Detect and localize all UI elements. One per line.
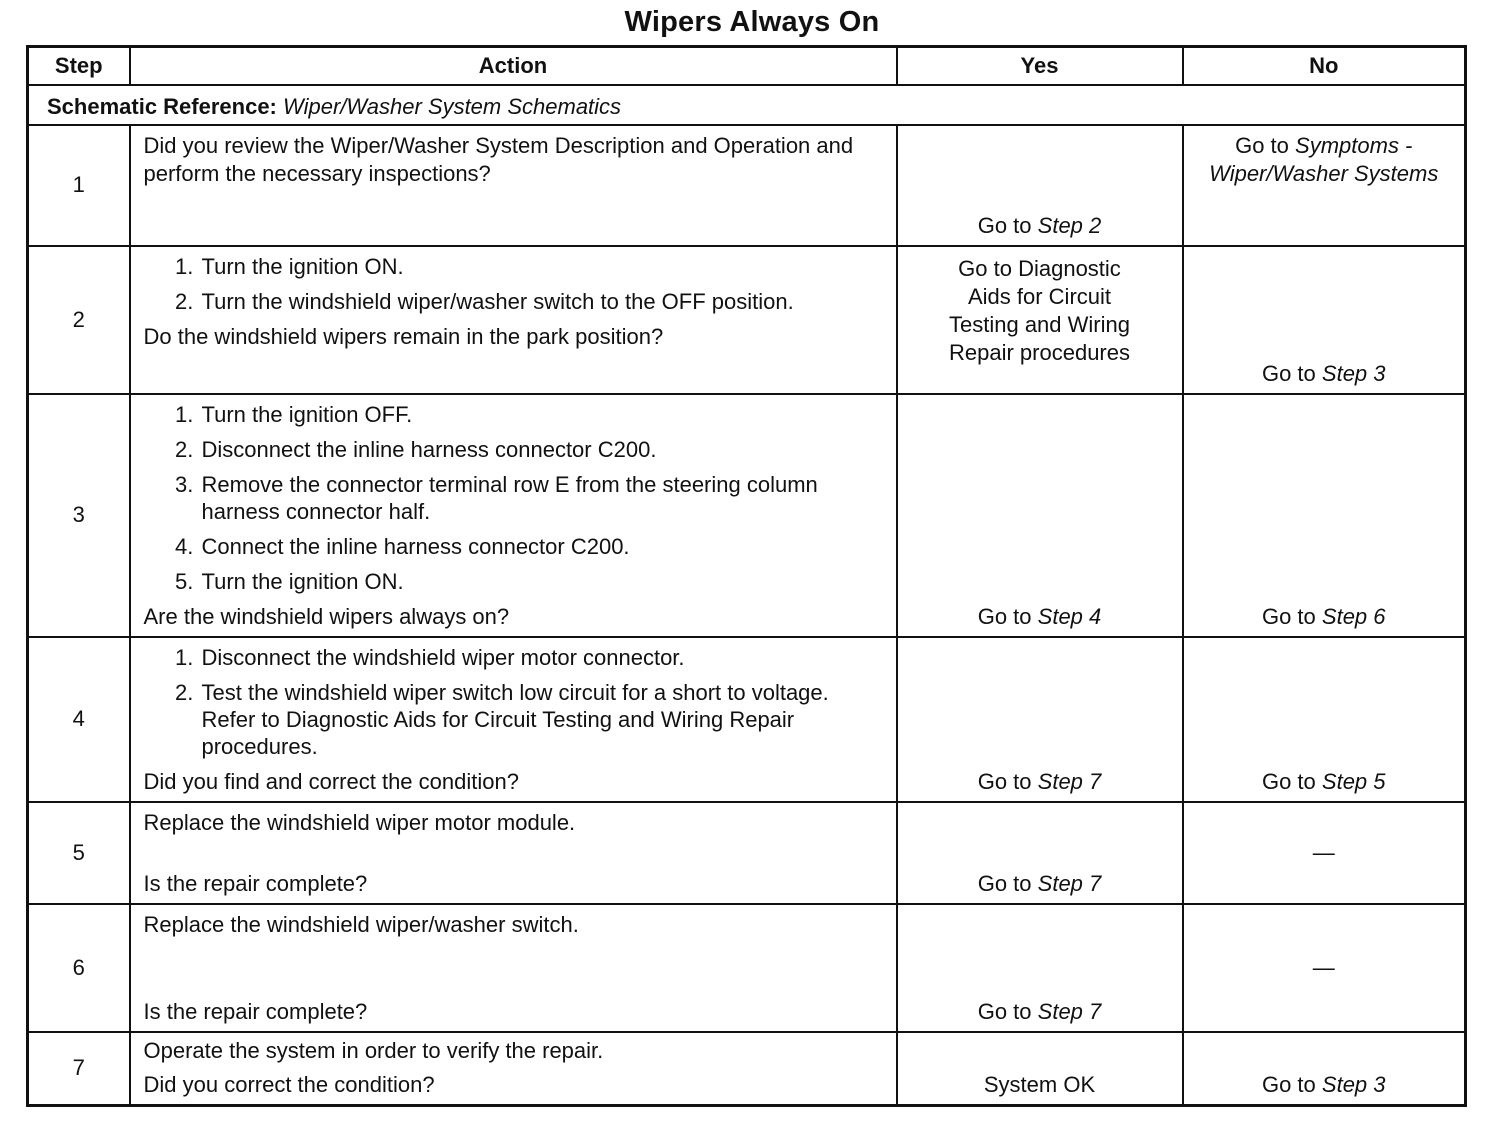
action-cell [130,637,897,802]
diagnostic-aids-link[interactable]: Go to Diagnostic Aids for Circuit Testing and Wiring Repair procedures [949,255,1130,365]
yes-cell [897,904,1183,1032]
action-text: Did you review the Wiper/Washer System Description and Operation and perform the necessary inspections? [143,132,854,186]
table-row [28,394,1466,637]
no-cell [1183,246,1466,394]
action-content [144,911,884,1025]
step-link[interactable]: Step 3 [1321,1071,1386,1097]
action-item: 1. Turn the ignition ON. [200,253,884,280]
page-title: Wipers Always On [624,6,880,38]
step-link[interactable]: Step 7 [1037,870,1102,896]
action-question: Did you correct the condition? [143,1071,435,1097]
schematic-label: Schematic Reference: [47,93,277,119]
yes-cell [897,637,1183,802]
header-yes: Yes [897,47,1183,85]
step-link[interactable]: Step 7 [1037,768,1102,794]
action-cell [130,246,897,394]
step-number: 6 [28,904,130,1032]
action-cell [130,802,897,904]
header-no: No [1183,47,1466,85]
step-link[interactable]: Step 4 [1037,603,1102,629]
step-number: 1 [28,125,130,246]
action-item: 3. Remove the connector terminal row E from the steering column harness connector half. [200,471,884,525]
symptoms-link[interactable]: Symptoms - Wiper/Washer Systems [1209,132,1439,186]
action-list [144,644,884,760]
action-item: 2. Disconnect the inline harness connector C200. [200,436,884,463]
action-item: 4. Connect the inline harness connector C200. [200,533,884,560]
table-row [28,802,1466,904]
schematic-link[interactable]: Wiper/Washer System Schematics [283,93,622,119]
action-item: 2. Turn the windshield wiper/washer switch to the OFF position. [200,288,884,315]
yes-cell [897,394,1183,637]
step-link[interactable]: Step 7 [1037,998,1102,1024]
action-text: Operate the system in order to verify the repair. [143,1037,604,1063]
no-cell [1183,394,1466,637]
action-item: 1. Disconnect the windshield wiper motor connector. [200,644,884,671]
no-cell [1183,802,1466,904]
action-item: 5. Turn the ignition ON. [200,568,884,595]
table-row [28,904,1466,1032]
no-cell [1183,1032,1466,1106]
step-link[interactable]: Step 2 [1037,212,1102,238]
step-link[interactable]: Step 6 [1321,603,1386,629]
go-to-label: Go to [977,998,1032,1024]
action-text: Replace the windshield wiper/washer switch. [143,911,579,937]
go-to-label: Go to [977,768,1032,794]
diagnostic-table [26,45,1467,1107]
action-item: 2. Test the windshield wiper switch low circuit for a short to voltage. Refer to Diagnostic Aids for Circuit Testing and Wiring Repair procedures. [200,679,884,760]
step-link[interactable]: Step 3 [1321,360,1386,386]
go-to-label: Go to [1261,360,1316,386]
go-to-label: Go to [1261,768,1316,794]
go-to-label: Go to [1261,603,1316,629]
step-number: 3 [28,394,130,637]
schematic-reference [28,85,1466,125]
action-item: 1. Turn the ignition OFF. [200,401,884,428]
yes-cell [897,802,1183,904]
table-row [28,246,1466,394]
table-row [28,1032,1466,1106]
schematic-row [28,85,1466,125]
no-cell [1183,125,1466,246]
step-number: 4 [28,637,130,802]
action-text: Replace the windshield wiper motor module. [143,809,576,835]
action-question: Is the repair complete? [143,870,368,896]
header-step: Step [28,47,130,85]
yes-cell [897,125,1183,246]
dash-text: — [1312,839,1335,865]
action-cell [130,125,897,246]
action-content [144,809,884,897]
no-cell [1183,637,1466,802]
header-row [28,47,1466,85]
action-list [144,253,884,315]
table-row [28,637,1466,802]
step-number: 2 [28,246,130,394]
action-cell [130,394,897,637]
action-cell [130,904,897,1032]
step-number: 7 [28,1032,130,1106]
no-cell [1183,904,1466,1032]
header-action: Action [130,47,897,85]
table-row [28,125,1466,246]
action-cell [130,1032,897,1106]
action-list [144,401,884,595]
go-to-label: Go to [977,603,1032,629]
action-question: Do the windshield wipers remain in the park position? [143,323,664,349]
system-ok-text: System OK [983,1071,1096,1097]
go-to-label: Go to [977,212,1032,238]
dash-text: — [1312,954,1335,980]
yes-cell [897,1032,1183,1106]
step-number: 5 [28,802,130,904]
go-to-label: Go to [1235,132,1289,158]
action-question: Did you find and correct the condition? [143,768,519,794]
yes-cell [897,246,1183,394]
go-to-label: Go to [977,870,1032,896]
action-question: Are the windshield wipers always on? [143,603,510,629]
step-link[interactable]: Step 5 [1321,768,1386,794]
action-question: Is the repair complete? [143,998,368,1024]
go-to-label: Go to [1261,1071,1316,1097]
